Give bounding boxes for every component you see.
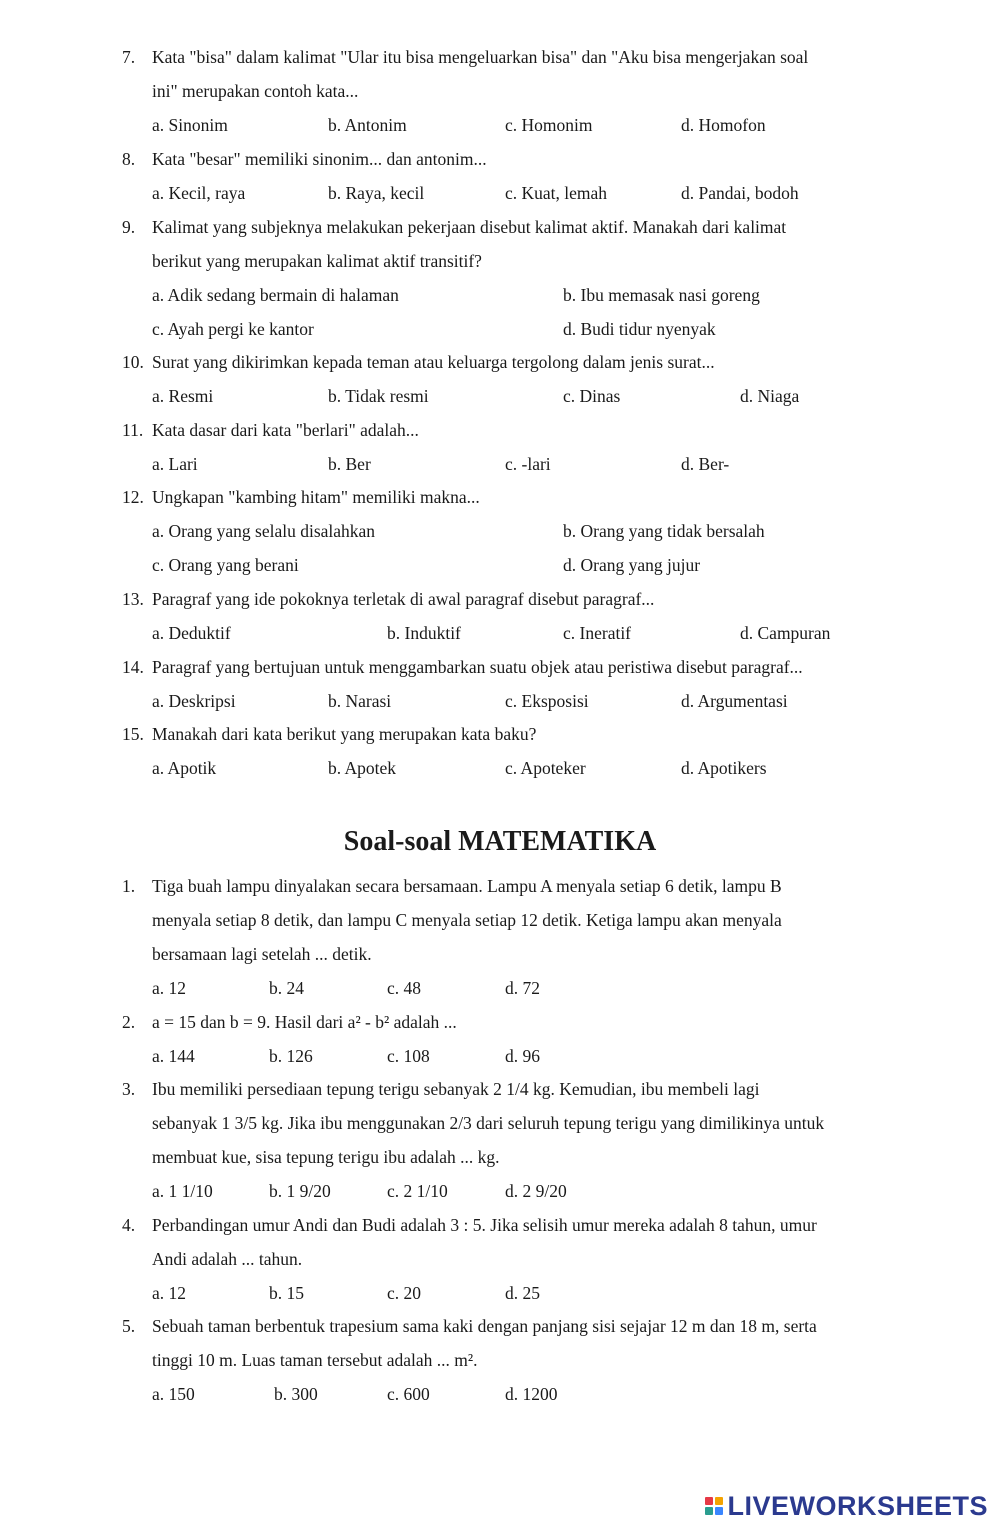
question-text-line: sebanyak 1 3/5 kg. Jika ibu menggunakan 2/3 dari seluruh tepung terigu yang dimilikinya untuk [152, 1113, 825, 1133]
option-c[interactable]: c. Orang yang berani [152, 555, 299, 575]
option-d[interactable]: d. Campuran [740, 623, 831, 643]
option-c[interactable]: c. 108 [387, 1046, 430, 1066]
section-title: Soal-soal MATEMATIKA [343, 826, 657, 857]
option-b[interactable]: b. Induktif [387, 623, 461, 643]
question-9 [122, 210, 912, 278]
option-b[interactable]: b. 15 [269, 1283, 304, 1303]
option-b[interactable]: b. 1 9/20 [269, 1181, 331, 1201]
question-text-line: Andi adalah ... tahun. [152, 1249, 303, 1269]
option-a[interactable]: a. 12 [152, 978, 187, 998]
question-11 [122, 413, 912, 447]
question-text-line: Paragraf yang ide pokoknya terletak di awal paragraf disebut paragraf... [152, 589, 655, 609]
option-a[interactable]: a. Adik sedang bermain di halaman [152, 285, 399, 305]
question-number: 9. [122, 217, 136, 237]
question-text-line: menyala setiap 8 detik, dan lampu C menyala setiap 12 detik. Ketiga lampu akan menyala [152, 910, 782, 930]
question-text-line: Kata "besar" memiliki sinonim... dan antonim... [152, 149, 487, 169]
question-number: 1. [122, 876, 136, 896]
question-text-line: berikut yang merupakan kalimat aktif transitif? [152, 251, 482, 271]
option-a[interactable]: a. Sinonim [152, 115, 228, 135]
option-a[interactable]: a. Kecil, raya [152, 183, 246, 203]
question-15 [122, 717, 912, 751]
logo-grid-icon [705, 1497, 723, 1515]
option-d[interactable]: d. 96 [505, 1046, 540, 1066]
option-b[interactable]: b. Ber [328, 454, 371, 474]
question-number: 4. [122, 1215, 136, 1235]
option-d[interactable]: d. Homofon [681, 115, 766, 135]
logo-square [715, 1507, 723, 1515]
question-text-line: Perbandingan umur Andi dan Budi adalah 3 : 5. Jika selisih umur mereka adalah 8 tahun, umur [152, 1215, 817, 1235]
option-c[interactable]: c. 48 [387, 978, 422, 998]
question-14 [122, 650, 912, 684]
math-question-2 [122, 1005, 912, 1039]
option-d[interactable]: d. Orang yang jujur [563, 555, 701, 575]
option-a[interactable]: a. 1 1/10 [152, 1181, 213, 1201]
question-text-line: Tiga buah lampu dinyalakan secara bersamaan. Lampu A menyala setiap 6 detik, lampu B [152, 876, 782, 896]
math-question-3 [122, 1072, 912, 1174]
question-text-line: Sebuah taman berbentuk trapesium sama kaki dengan panjang sisi sejajar 12 m dan 18 m, serta [152, 1316, 817, 1336]
option-a[interactable]: a. Apotik [152, 758, 217, 778]
option-d[interactable]: d. Niaga [740, 386, 800, 406]
option-d[interactable]: d. Ber- [681, 454, 730, 474]
question-text-line: Kata dasar dari kata "berlari" adalah... [152, 420, 419, 440]
question-text-line: Kata "bisa" dalam kalimat "Ular itu bisa mengeluarkan bisa" dan "Aku bisa mengerjakan soal [152, 47, 809, 67]
logo-square [705, 1497, 713, 1505]
question-number: 11. [122, 420, 144, 440]
option-b[interactable]: b. 300 [274, 1384, 318, 1404]
option-b[interactable]: b. Antonim [328, 115, 407, 135]
option-b[interactable]: b. 126 [269, 1046, 313, 1066]
question-text-line: Surat yang dikirimkan kepada teman atau keluarga tergolong dalam jenis surat... [152, 352, 715, 372]
option-a[interactable]: a. 150 [152, 1384, 195, 1404]
option-c[interactable]: c. Eksposisi [505, 691, 589, 711]
question-text-line: Paragraf yang bertujuan untuk menggambarkan suatu objek atau peristiwa disebut paragraf... [152, 657, 803, 677]
question-number: 7. [122, 47, 136, 67]
option-d[interactable]: d. Pandai, bodoh [681, 183, 799, 203]
question-number: 10. [122, 352, 144, 372]
option-d[interactable]: d. 25 [505, 1283, 540, 1303]
question-text-line: Kalimat yang subjeknya melakukan pekerjaan disebut kalimat aktif. Manakah dari kalimat [152, 217, 787, 237]
liveworksheets-logo [705, 1491, 988, 1521]
option-d[interactable]: d. Budi tidur nyenyak [563, 319, 716, 339]
question-number: 8. [122, 149, 136, 169]
option-d[interactable]: d. Apotikers [681, 758, 767, 778]
question-12 [122, 480, 912, 514]
question-number: 3. [122, 1079, 136, 1099]
option-b[interactable]: b. Raya, kecil [328, 183, 425, 203]
option-b[interactable]: b. Apotek [328, 758, 397, 778]
question-10 [122, 345, 912, 379]
option-c[interactable]: c. Ineratif [563, 623, 632, 643]
option-c[interactable]: c. 600 [387, 1384, 430, 1404]
option-c[interactable]: c. 2 1/10 [387, 1181, 448, 1201]
math-question-4 [122, 1208, 912, 1276]
option-b[interactable]: b. Tidak resmi [328, 386, 429, 406]
option-c[interactable]: c. Ayah pergi ke kantor [152, 319, 314, 339]
question-number: 15. [122, 724, 144, 744]
question-text-line: membuat kue, sisa tepung terigu ibu adalah ... kg. [152, 1147, 500, 1167]
option-c[interactable]: c. 20 [387, 1283, 422, 1303]
option-c[interactable]: c. Kuat, lemah [505, 183, 608, 203]
option-b[interactable]: b. Orang yang tidak bersalah [563, 521, 765, 541]
option-d[interactable]: d. 72 [505, 978, 540, 998]
option-d[interactable]: d. 1200 [505, 1384, 558, 1404]
brand-name: LIVEWORKSHEETS [727, 1490, 988, 1521]
question-text-line: Manakah dari kata berikut yang merupakan kata baku? [152, 724, 537, 744]
logo-square [705, 1507, 713, 1515]
option-c[interactable]: c. Dinas [563, 386, 621, 406]
question-text-line: Ungkapan "kambing hitam" memiliki makna... [152, 487, 480, 507]
math-question-1 [122, 869, 912, 971]
option-a[interactable]: a. Orang yang selalu disalahkan [152, 521, 376, 541]
question-text-line: a = 15 dan b = 9. Hasil dari a² - b² adalah ... [152, 1012, 457, 1032]
option-a[interactable]: a. 144 [152, 1046, 195, 1066]
option-a[interactable]: a. 12 [152, 1283, 187, 1303]
question-8 [122, 142, 912, 176]
option-d[interactable]: d. 2 9/20 [505, 1181, 567, 1201]
question-text-line: ini" merupakan contoh kata... [152, 81, 359, 101]
option-a[interactable]: a. Lari [152, 454, 198, 474]
question-text-line: bersamaan lagi setelah ... detik. [152, 944, 372, 964]
logo-square [715, 1497, 723, 1505]
option-c[interactable]: c. Apoteker [505, 758, 586, 778]
option-c[interactable]: c. -lari [505, 454, 551, 474]
question-text-line: tinggi 10 m. Luas taman tersebut adalah ... m². [152, 1350, 478, 1370]
option-a[interactable]: a. Deduktif [152, 623, 231, 643]
question-number: 13. [122, 589, 144, 609]
option-b[interactable]: b. Narasi [328, 691, 392, 711]
option-c[interactable]: c. Homonim [505, 115, 593, 135]
question-13 [122, 582, 912, 616]
question-text-line: Ibu memiliki persediaan tepung terigu sebanyak 2 1/4 kg. Kemudian, ibu membeli lagi [152, 1079, 760, 1099]
question-number: 12. [122, 487, 144, 507]
option-b[interactable]: b. 24 [269, 978, 304, 998]
question-number: 14. [122, 657, 144, 677]
question-number: 2. [122, 1012, 136, 1032]
option-b[interactable]: b. Ibu memasak nasi goreng [563, 285, 760, 305]
question-number: 5. [122, 1316, 136, 1336]
option-a[interactable]: a. Deskripsi [152, 691, 236, 711]
question-7 [122, 40, 912, 108]
math-question-5 [122, 1309, 912, 1377]
option-a[interactable]: a. Resmi [152, 386, 214, 406]
option-d[interactable]: d. Argumentasi [681, 691, 788, 711]
